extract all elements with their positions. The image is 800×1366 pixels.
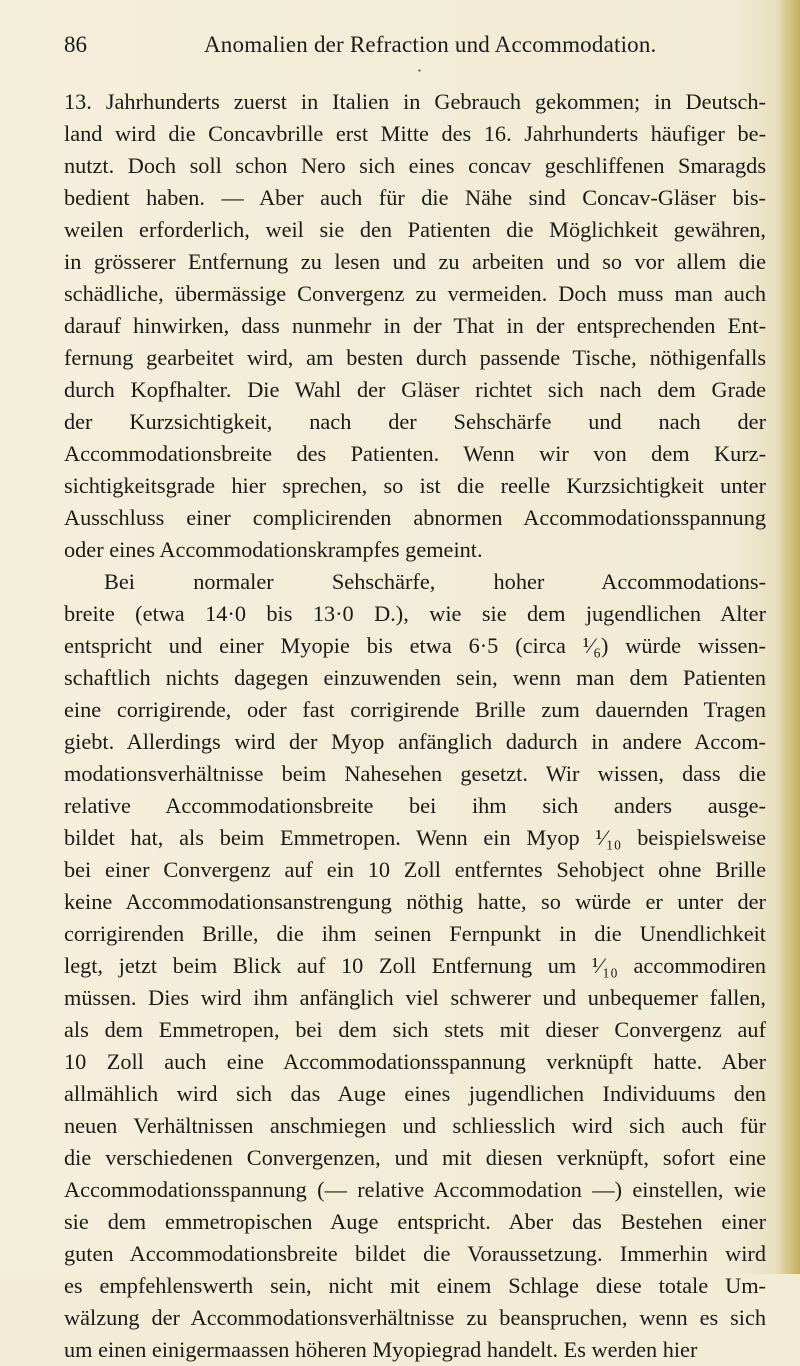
text-line: in grösserer Entfernung zu lesen und zu arbeiten und so vor allem die [64,249,766,274]
page-number: 86 [64,32,87,57]
text-line: legt, jetzt beim Blick auf 10 Zoll Entfernung um ¹⁄₁₀ accommodiren [64,953,766,978]
text-line: die verschiedenen Convergenzen, und mit diesen verknüpft, sofort eine [64,1145,766,1170]
text-line: Accommodationsspannung (— relative Accommodation —) einstellen, wie [64,1177,766,1202]
text-line: bei einer Convergenz auf ein 10 Zoll entferntes Sehobject ohne Brille [64,857,766,882]
text-line: eine corrigirende, oder fast corrigirende Brille zum dauernden Tragen [64,697,766,722]
page-header [64,32,764,64]
body-text [64,86,766,1366]
text-line: schädliche, übermässige Convergenz zu vermeiden. Doch muss man auch [64,281,766,306]
text-line: darauf hinwirken, dass nunmehr in der That in der entsprechenden Ent- [64,313,766,338]
text-line: giebt. Allerdings wird der Myop anfänglich dadurch in andere Accom- [64,729,766,754]
text-line: 10 Zoll auch eine Accommodationsspannung verknüpft hatte. Aber [64,1049,766,1074]
text-line: guten Accommodationsbreite bildet die Voraussetzung. Immerhin wird [64,1241,766,1266]
text-line: Ausschluss einer complicirenden abnormen Accommodationsspannung [64,505,766,530]
text-line: nutzt. Doch soll schon Nero sich eines concav geschliffenen Smaragds [64,153,766,178]
text-line: corrigirenden Brille, die ihm seinen Fernpunkt in die Unendlichkeit [64,921,766,946]
text-line: Accommodationsbreite des Patienten. Wenn wir von dem Kurz- [64,441,766,466]
text-line: allmählich wird sich das Auge eines jugendlichen Individuums den [64,1081,766,1106]
text-line: durch Kopfhalter. Die Wahl der Gläser richtet sich nach dem Grade [64,377,766,402]
text-line: sie dem emmetropischen Auge entspricht. Aber das Bestehen einer [64,1209,766,1234]
printer-mark: ▪ [418,66,421,75]
text-line: als dem Emmetropen, bei dem sich stets mit dieser Convergenz auf [64,1017,766,1042]
text-line: müssen. Dies wird ihm anfänglich viel schwerer und unbequemer fallen, [64,985,766,1010]
text-line: relative Accommodationsbreite bei ihm sich anders ausge- [64,793,766,818]
text-line: neuen Verhältnissen anschmiegen und schliesslich wird sich auch für [64,1113,766,1138]
text-line: keine Accommodationsanstrengung nöthig hatte, so würde er unter der [64,889,766,914]
text-line: modationsverhältnisse beim Nahesehen gesetzt. Wir wissen, dass die [64,761,766,786]
text-line: wälzung der Accommodationsverhältnisse zu beanspruchen, wenn es sich [64,1305,766,1330]
text-line: fernung gearbeitet wird, am besten durch passende Tische, nöthigenfalls [64,345,766,370]
text-line: um einen einigermaassen höheren Myopiegrad handelt. Es werden hier [64,1337,698,1362]
text-line: es empfehlenswerth sein, nicht mit einem Schlage diese totale Um- [64,1273,766,1298]
text-line: oder eines Accommodationskrampfes gemeint. [64,537,483,562]
text-line: breite (etwa 14·0 bis 13·0 D.), wie sie dem jugendlichen Alter [64,601,766,626]
page-edge-shadow [778,0,800,1274]
text-line: weilen erforderlich, weil sie den Patienten die Möglichkeit gewähren, [64,217,766,242]
running-title: Anomalien der Refraction und Accommodation. [204,32,657,57]
text-line: schaftlich nichts dagegen einzuwenden sein, wenn man dem Patienten [64,665,766,690]
text-line: entspricht und einer Myopie bis etwa 6·5 (circa ¹⁄₆) würde wissen- [64,633,766,658]
text-line: bildet hat, als beim Emmetropen. Wenn ein Myop ¹⁄₁₀ beispielsweise [64,825,766,850]
text-line: 13. Jahrhunderts zuerst in Italien in Gebrauch gekommen; in Deutsch- [64,89,766,114]
text-line: Bei normaler Sehschärfe, hoher Accommodations- [104,569,766,594]
text-line: bedient haben. — Aber auch für die Nähe sind Concav-Gläser bis- [64,185,766,210]
text-line: sichtigkeitsgrade hier sprechen, so ist die reelle Kurzsichtigkeit unter [64,473,766,498]
text-line: land wird die Concavbrille erst Mitte des 16. Jahrhunderts häufiger be- [64,121,766,146]
text-line: der Kurzsichtigkeit, nach der Sehschärfe und nach der [64,409,766,434]
